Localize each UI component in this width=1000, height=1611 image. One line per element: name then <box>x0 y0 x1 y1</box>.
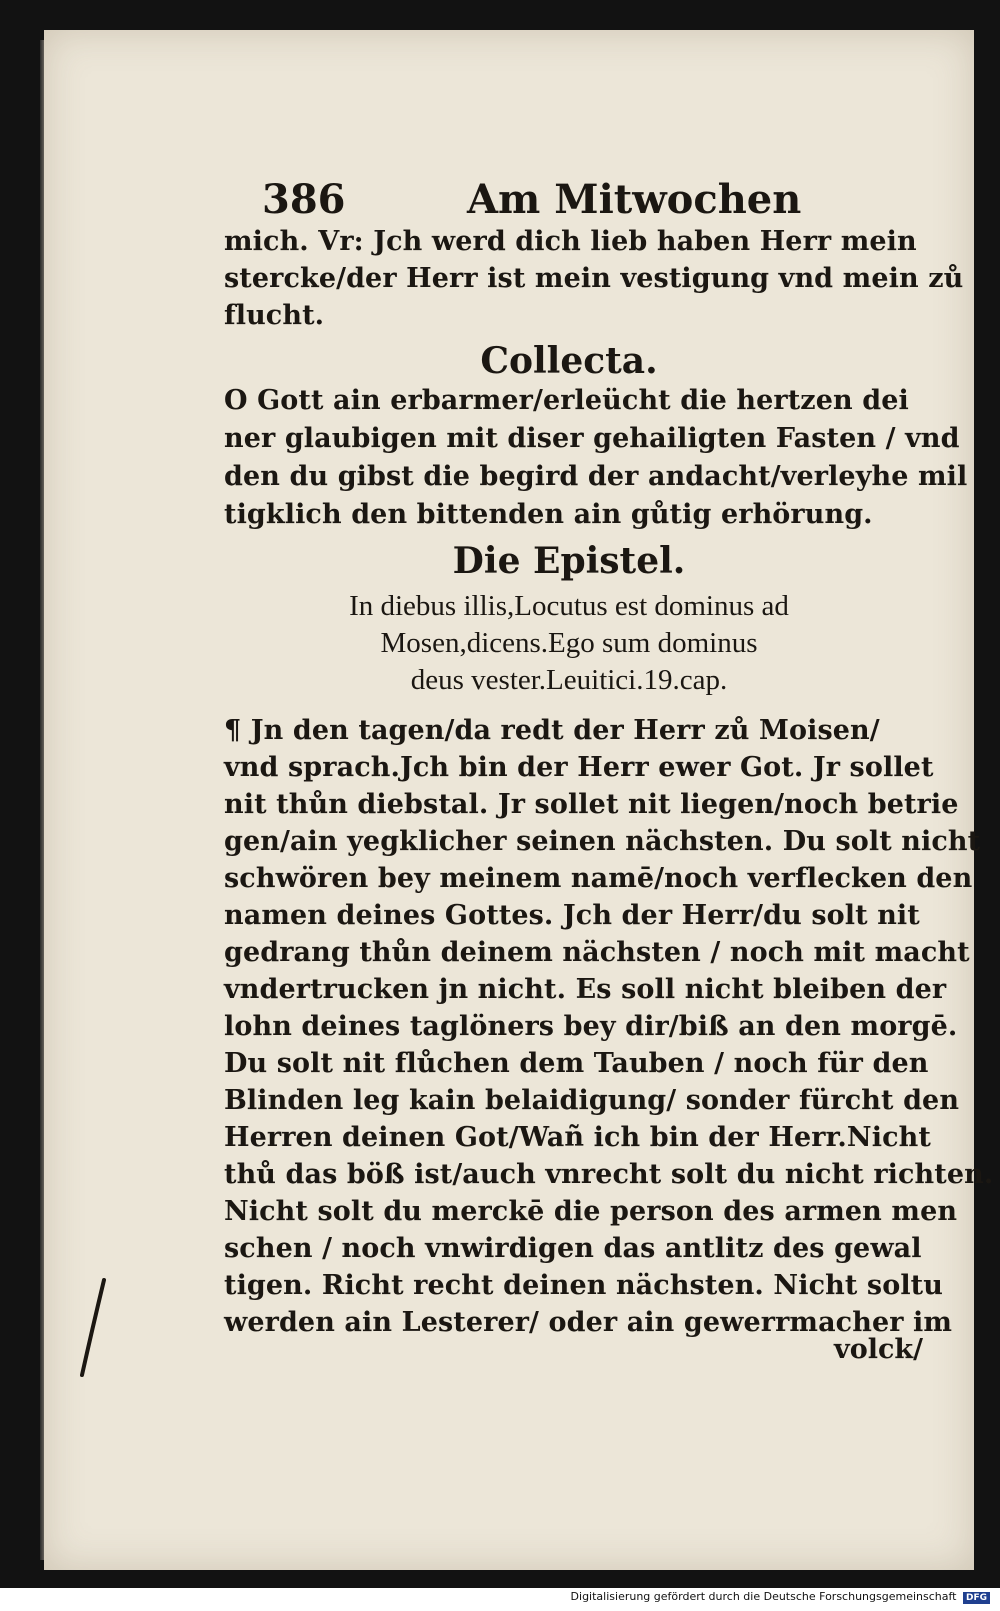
text-line: namen deines Gottes. Jch der Herr/du solt nit <box>224 900 920 931</box>
latin-line: deus vester.Leuitici.19.cap. <box>410 664 728 696</box>
text-line: ner glaubigen mit diser gehailigten Fasten / vnd <box>224 423 960 454</box>
text-line: Herren deinen Got/Wañ ich bin der Herr.Nicht <box>224 1122 931 1153</box>
section-heading-collecta: Collecta. <box>480 340 658 382</box>
page-text <box>44 30 994 1570</box>
running-head: Am Mitwochen <box>467 176 802 223</box>
footer-credit: Digitalisierung gefördert durch die Deutsche Forschungsgemeinschaft <box>570 1590 957 1603</box>
text-line: stercke/der Herr ist mein vestigung vnd mein zů <box>224 263 964 294</box>
text-line: lohn deines taglöners bey dir/biß an den morgē. <box>224 1011 958 1042</box>
text-line: mich. Vr: Jch werd dich lieb haben Herr mein <box>224 226 917 257</box>
ink-stroke-mark <box>74 1275 114 1385</box>
text-line: ¶ Jn den tagen/da redt der Herr zů Moisen/ <box>224 715 880 746</box>
text-line: O Gott ain erbarmer/erleücht die hertzen dei <box>224 385 909 416</box>
text-line: gedrang thůn deinem nächsten / noch mit macht <box>224 937 970 968</box>
book-page <box>44 30 994 1570</box>
text-line: vnd sprach.Jch bin der Herr ewer Got. Jr sollet <box>224 752 934 783</box>
text-line: nit thůn diebstal. Jr sollet nit liegen/noch betrie <box>224 789 959 820</box>
text-line: Nicht solt du merckē die person des armen men <box>224 1196 958 1227</box>
text-line: Du solt nit flůchen dem Tauben / noch für den <box>224 1048 929 1079</box>
text-line: werden ain Lesterer/ oder ain gewerrmacher im <box>224 1307 953 1338</box>
text-line: thů das böß ist/auch vnrecht solt du nicht richten. <box>224 1159 994 1190</box>
text-line: schwören bey meinem namē/noch verflecken den <box>224 863 973 894</box>
text-line: flucht. <box>224 300 325 331</box>
catchword: volck/ <box>834 1334 923 1365</box>
dfg-logo-icon: DFG <box>963 1592 990 1604</box>
section-heading-epistel: Die Epistel. <box>452 540 686 582</box>
text-line: Blinden leg kain belaidigung/ sonder fürcht den <box>224 1085 960 1116</box>
text-line: den du gibst die begird der andacht/verleyhe mil <box>224 461 968 492</box>
text-line: tigklich den bittenden ain gůtig erhörung. <box>224 499 873 530</box>
latin-line: Mosen,dicens.Ego sum dominus <box>380 627 758 659</box>
text-line: schen / noch vnwirdigen das antlitz des gewal <box>224 1233 922 1264</box>
latin-line: In diebus illis,Locutus est dominus ad <box>349 590 789 622</box>
text-line: vndertrucken jn nicht. Es soll nicht bleiben der <box>224 974 947 1005</box>
page-number: 386 <box>262 176 346 223</box>
digitization-footer <box>0 1590 990 1611</box>
text-line: tigen. Richt recht deinen nächsten. Nicht soltu <box>224 1270 943 1301</box>
text-line: gen/ain yegklicher seinen nächsten. Du solt nicht <box>224 826 981 857</box>
